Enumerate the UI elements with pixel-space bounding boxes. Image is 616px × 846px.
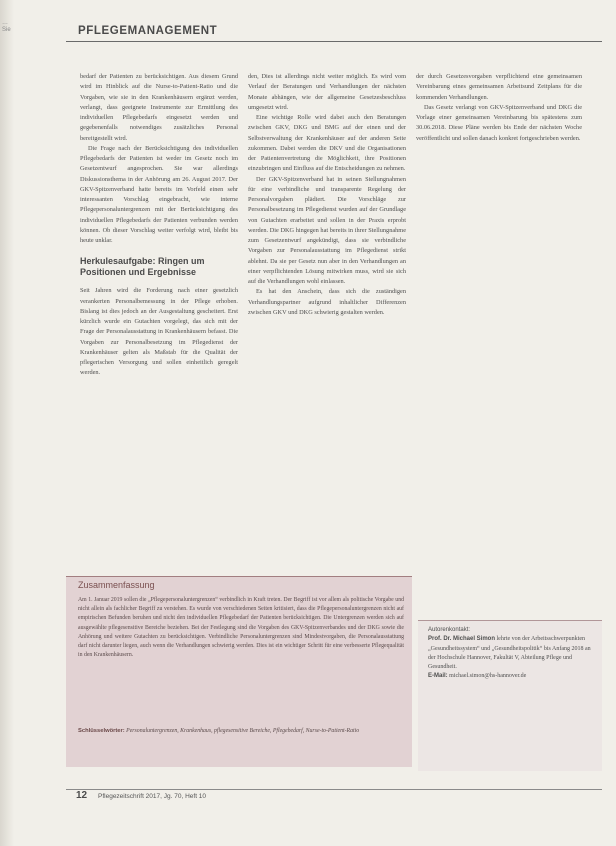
paragraph: Eine wichtige Rolle wird dabei auch den Beratungen zwischen GKV, DKG und BMG auf der einen und der Selbstverwaltung der Krankenhäuser auf der anderen Seite zukommen. Dabei werden die DKV und die Organisationen der Patientenvertretung die Möglichkeit, ihre Positionen einzubringen und Einfluss auf die Entscheidungen zu nehmen. xyxy=(248,114,406,173)
paragraph: Es hat den Anschein, dass sich die zuständigen Verhandlungspartner aufgrund inhaltlicher Differenzen zwischen GKV und DKG schwierig gestalten werden. xyxy=(248,288,406,316)
section-subheading: Herkulesaufgabe: Ringen um Positionen und Ergebnisse xyxy=(80,256,205,278)
keywords xyxy=(78,727,404,736)
article-column-3 xyxy=(416,72,582,212)
footer-rule xyxy=(66,789,602,790)
page-binding-edge xyxy=(0,0,14,846)
article-column-2 xyxy=(248,72,406,530)
author-bio: lehrte von der Arbeitsschwerpunkten „Gesundheitssystem“ und „Gesundheitspolitik“ bis Anfang 2018 an der Hochschule Hannover, Fakultät V, Abteilung Pflege und Gesundheit. xyxy=(428,636,591,671)
paragraph: der durch Gesetzesvorgaben verpflichtend eine gemeinsamen Vereinbarung eines gemeinsamen Arbeitsund Zeitplans für die kommenden Verhandlungen. xyxy=(416,73,582,101)
section-title: PFLEGEMANAGEMENT xyxy=(78,25,218,37)
journal-citation: Pflegezeitschrift 2017, Jg. 70, Heft 10 xyxy=(98,793,207,800)
author-email: michael.simon@hs-hannover.de xyxy=(449,673,527,680)
summary-title: Zusammenfassung xyxy=(78,580,155,590)
paragraph: bedarf der Patienten zu berücksichtigen. Aus diesem Grund wird im Hinblick auf die Nurse-to-Patient-Ratio und die Vorgaben, wie sie in den Krankenhäusern ergänzt werden, verlangt, dass geeignete Instrumente zur Ermittlung des individuellen Pflegebedarfs eingesetzt werden und gegebenenfalls notwendiges zusätzliches Personal bereitgestellt wird. xyxy=(80,73,238,142)
keywords-list: Personaluntergrenzen, Krankenhaus, pflegesensitive Bereiche, Pflegebedarf, Nurse-to-Patient-Ratio xyxy=(126,728,360,734)
paragraph: Das Gesetz verlangt von GKV-Spitzenverband und DKG die Vorlage einer gemeinsamen Vereinbarung bis spätestens zum 30.06.2018. Diese Pläne werden bis Ende der nächsten Woche veröffentlicht und sollen danach konkret fortgeschrieben werden. xyxy=(416,103,582,142)
article-column-1 xyxy=(80,72,238,530)
keywords-label: Schlüsselwörter: xyxy=(78,728,125,734)
paragraph: Seit Jahren wird die Forderung nach einer gesetzlich verankerten Personalbemessung in der Pflege erhoben. Bislang ist dies jedoch an der Ausgestaltung gescheitert. Erst kürzlich wurde ein Gutachten vorgelegt, das sich mit der Frage der Personalausstattung in Krankenhäusern befasst. Die Vorgaben zur Personalbesetzung im Pflegedienst der Krankenhäuser gelten als Maßstab für die Qualität der pflegerischen Versorgung und sollen einheitlich geregelt werden. xyxy=(80,287,238,377)
paragraph: Die Frage nach der Berücksichtigung des individuellen Pflegebedarfs der Patienten ist weder im Gesetz noch im Gesetzentwurf angesprochen. Sie war allerdings Diskussionsthema in der Anhörung am 26. August 2017. Der GKV-Spitzenverband hatte bereits im Vorfeld einen sehr interessanten Vorschlag eingebracht, wie interne Pflegepersonaluntergrenzen mit der Berücksichtigung des individuellen Pflegebedarfs der Patienten verbunden werden können. Ob dieser Vorschlag weiter verfolgt wird, bleibt bis heute unklar. xyxy=(80,144,238,244)
author-contact xyxy=(428,626,596,682)
author-email-label: E-Mail: xyxy=(428,673,448,680)
author-label: Autorenkontakt: xyxy=(428,627,471,633)
author-name: Prof. Dr. Michael Simon xyxy=(428,636,496,643)
page-number: 12 xyxy=(76,790,88,801)
paragraph: Der GKV-Spitzenverband hat in seinen Stellungnahmen für eine verbindliche und transparente Regelung der Personalvorgaben plädiert. Die Vorschläge zur Personalbesetzung im Pflegedienst wurden auf der Grundlage von Gutachten erarbeitet und sollen in der Praxis erprobt werden. Die DKG hingegen hat bereits in ihrer Stellungnahme zum Gesetzentwurf angekündigt, dass sie verbindliche Vorgaben zur Personalausstattung im Pflegedienst strikt ablehnt. Da sie per Gesetz nun aber in den Verhandlungen an einer verpflichtenden Lösung mitwirken muss, wird sie sich auf die Verhandlungen wohl einlassen. xyxy=(248,175,406,285)
summary-text: Am 1. Januar 2019 sollen die „Pflegepersonaluntergrenzen“ verbindlich in Kraft treten. Der Begriff ist vor allem als politische Vorgabe und nicht allein als fachlicher Begriff zu verstehen. Es wurde von verschiedenen Seiten kritisiert, dass die Pflegepersonaluntergrenzen nicht auf empirischen Befunden beruhen und nicht den individuellen Pflegebedarf der Patienten berücksichtigen. Die Untergrenzen werden sich auf ausgewählte pflegesensitive Bereiche beziehen. Bei der Festlegung sind die Vorgaben des GKV-Spitzenverbandes und der DKG sowie die Anhörung und weitere Gutachten zu berücksichtigen. Verbindliche Personaluntergrenzen sind Mindestvorgaben, die Personalausstattung darf nicht darunter liegen, auch wenn die Verhandlungen schwierig werden. Dies ist ein wichtiger Schritt für eine verbesserte Pflegequalität in den Krankenhäusern. xyxy=(78,597,404,659)
margin-note: … Sie xyxy=(2,20,11,33)
paragraph: den, Dies ist allerdings nicht weiter möglich. Es wird vom Verlauf der Beratungen und Verhandlungen der nächsten Monate abhängen, wie der allgemeine Gesetzesbeschluss umgesetzt wird. xyxy=(248,73,406,111)
